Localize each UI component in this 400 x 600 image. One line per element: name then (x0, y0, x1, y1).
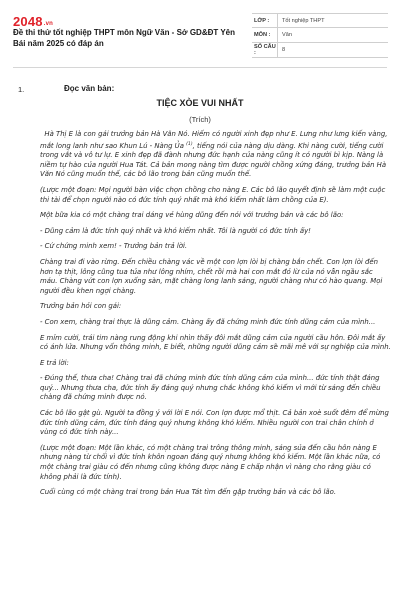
exam-meta-table (252, 13, 388, 58)
paragraph: Cuối cùng có một chàng trai trong bản Hua Tát tìm đến gặp trưởng bản và các bô lão. (40, 488, 337, 497)
meta-value: 8 (282, 47, 286, 53)
meta-key: SỐ CÂU : (252, 43, 278, 57)
meta-row-class (252, 13, 388, 28)
meta-key: MÔN : (252, 28, 278, 42)
passage-title: TIỆC XÒE VUI NHẤT (156, 98, 244, 108)
header-divider (13, 67, 387, 68)
paragraph: (Lược một đoạn: Mọi người bàn việc chọn chồng cho nàng E. Các bô lão quyết định sẽ làm một cuộc thi tài để chọn người nào có đức tính quý nhất mà khó kiếm nhất làm chồng của E). (40, 185, 386, 204)
meta-row-subject (252, 28, 388, 43)
document-title: Đề thi thử tốt nghiệp THPT môn Ngữ Văn - Sở GD&ĐT Yên Bái năm 2025 có đáp án (13, 28, 236, 48)
paragraph: - Cứ chứng minh xem! - Trưởng bản trả lời. (40, 242, 188, 251)
question-label: Đọc văn bản: (64, 84, 115, 93)
paragraph: (Lược một đoạn: Một lần khác, có một chàng trai trông thông minh, sáng sủa đến cầu hôn nàng E nhưng nàng từ chối vì đức tính khôn ngoan đáng quý nhưng không khó kiếm. Một lần khác nữa, có một chàng trai giàu có đến nhưng cũng không được nàng E chấp nhận vì nàng cho rằng giàu có không phải là đức tính). (40, 443, 381, 481)
paragraph: - Con xem, chàng trai thực là dũng cảm. Chàng ấy đã chứng minh đức tính dũng cảm của mình... (40, 317, 376, 326)
meta-value: Tốt nghiệp THPT (282, 17, 325, 24)
page-header (0, 0, 400, 70)
paragraph: E mỉm cười, trái tim nàng rung động khi nhìn thấy đôi mắt dũng cảm của người cầu hôn. Đôi mắt ấy có ánh lửa. Nhưng vốn thông minh, E biết, những người dũng cảm sẽ mãi mê với sự nghiệp của mình. (40, 333, 391, 352)
question-content (0, 72, 400, 600)
paragraph: Hà Thị E là con gái trưởng bản Hà Văn Nó. Hiếm có người xinh đẹp như E. Lưng như lưng kiến vàng, mắt long lanh như sao Khun Lú - Nàng Ủa $^{(1)}$, tiếng nói của nàng dịu dàng. Khi nàng cười, tiếng cười trong vắt và vô tư lự. E xinh đẹp đã đành nhưng đức hạnh của nàng cũng ít có người bì kịp. Nàng là niềm tự hào của người Hua Tát. Cả bản mong nàng tìm được người chồng xứng đáng, trưởng bản Hà Văn Nó cũng muốn thế, các bô lão trong bản cũng muốn thế. (40, 130, 388, 179)
paragraph: Chàng trai đi vào rừng. Đến chiều chàng vác về một con lợn lòi bị chàng bắn chết. Con lợn lòi đến hơn tạ thịt, lông cũng tua tủa như lông nhím, chết rồi mà hai con mắt đỏ lừ của nó vẫn ngầu sắc máu. Chàng vứt con lợn xuống sàn, mặt chàng long lanh sáng, người chàng như có hào quang. Mọi người đều khen ngợi chàng. (40, 257, 383, 295)
paragraph: E trả lời: (40, 358, 69, 367)
meta-value: Văn (282, 32, 292, 38)
question-number: 1. (18, 85, 25, 94)
meta-key: LỚP : (252, 14, 278, 27)
paragraph: Các bô lão gật gù. Người ta đồng ý với lời E nói. Con lợn được mổ thịt. Cả bản xoè suốt đêm để mừng đức tính dũng cảm, đức tính đáng quý nhưng không khó kiếm. Nhiều người con trai chân chính ở vùng có đức tính này... (40, 409, 389, 437)
paragraph: - Dũng cảm là đức tính quý nhất và khó kiếm nhất. Tôi là người có đức tính ấy! (40, 226, 311, 235)
passage-body (40, 130, 392, 504)
site-logo[interactable]: 2048.vn (13, 14, 54, 29)
paragraph: Trưởng bản hỏi con gái: (40, 302, 122, 311)
footnote-marker: (1) (186, 141, 193, 147)
paragraph: Một bữa kia có một chàng trai dáng vẻ hùng dũng đến nói với trưởng bản và các bô lão: (40, 211, 344, 220)
passage-subtitle: (Trích) (189, 115, 211, 124)
meta-row-question-count (252, 43, 388, 58)
paragraph: - Đúng thế, thưa cha! Chàng trai đã chứng minh đức tính dũng cảm của mình... đức tính thật đáng quý... Nhưng thưa cha, đức tính ấy đáng quý nhưng chắc không khó kiếm vì mới từ sáng đến chiều chàng đã chứng minh được nó. (40, 374, 381, 402)
